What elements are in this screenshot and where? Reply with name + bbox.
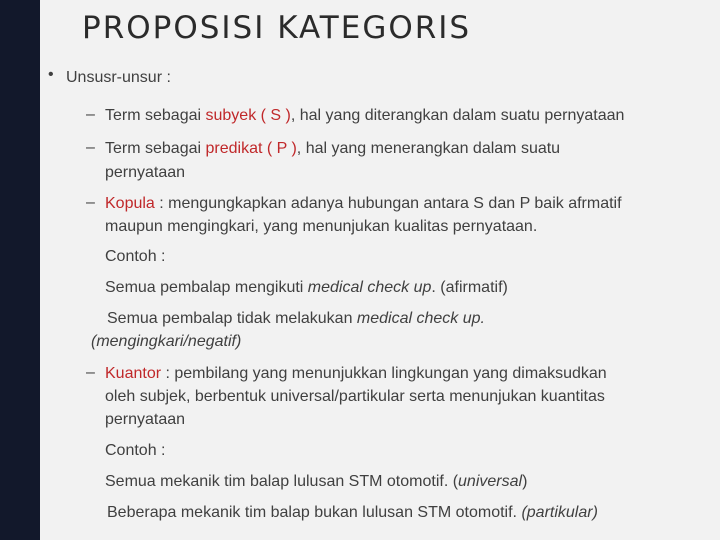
item-pre: Term sebagai — [105, 140, 206, 157]
example-italic: medical check up. — [356, 310, 485, 327]
item-post: , hal yang diterangkan dalam suatu pernyataan — [290, 107, 625, 124]
dash-marker: – — [86, 364, 95, 381]
example-italic: universal — [458, 473, 523, 490]
example-italic: (mengingkari/negatif) — [91, 333, 242, 350]
example-label: Contoh : — [105, 442, 166, 459]
example-sentence — [105, 276, 508, 299]
item-kuantor-cont: oleh subjek, berbentuk universal/partikular serta menunjukan kuantitas — [105, 388, 605, 405]
term-highlight: Kuantor — [105, 365, 162, 382]
example-text: Semua pembalap tidak melakukan — [107, 310, 357, 327]
example-sentence-cont — [91, 330, 241, 353]
example-sentence — [105, 470, 527, 493]
item-post: : mengungkapkan adanya hubungan antara S dan P baik afrmatif — [154, 195, 622, 212]
example-text: . (afirmatif) — [431, 279, 508, 296]
example-sentence — [107, 307, 485, 330]
term-highlight: subyek ( S ) — [205, 107, 291, 124]
dash-marker: – — [86, 139, 95, 156]
term-highlight: Kopula — [105, 195, 155, 212]
example-text: Semua pembalap mengikuti — [105, 279, 308, 296]
item-predikat-cont: pernyataan — [105, 164, 186, 181]
term-highlight: predikat ( P ) — [205, 140, 297, 157]
bullet-dot: • — [48, 66, 54, 83]
example-text: ) — [522, 473, 528, 490]
example-sentence — [107, 501, 598, 524]
item-kuantor — [105, 362, 607, 385]
item-pre: Term sebagai — [105, 107, 206, 124]
item-post: : pembilang yang menunjukkan lingkungan yang dimaksudkan — [161, 365, 607, 382]
dash-marker: – — [86, 106, 95, 123]
item-kuantor-cont: pernyataan — [105, 411, 186, 428]
example-italic: medical check up — [307, 279, 432, 296]
item-kopula — [105, 192, 622, 215]
example-text: Beberapa mekanik tim balap bukan lulusan STM otomotif. — [107, 504, 522, 521]
item-kopula-cont: maupun mengingkari, yang menunjukan kualitas pernyataan. — [105, 218, 538, 235]
bullet-heading: Unsusr-unsur : — [66, 69, 171, 86]
item-post: , hal yang menerangkan dalam suatu — [296, 140, 561, 157]
left-accent-bar — [0, 0, 40, 540]
example-label: Contoh : — [105, 248, 166, 265]
example-italic: (partikular) — [521, 504, 598, 521]
item-subyek — [105, 104, 624, 127]
item-predikat — [105, 137, 560, 160]
slide-title: PROPOSISI KATEGORIS — [82, 10, 472, 46]
dash-marker: – — [86, 194, 95, 211]
example-text: Semua mekanik tim balap lulusan STM otomotif. ( — [105, 473, 459, 490]
